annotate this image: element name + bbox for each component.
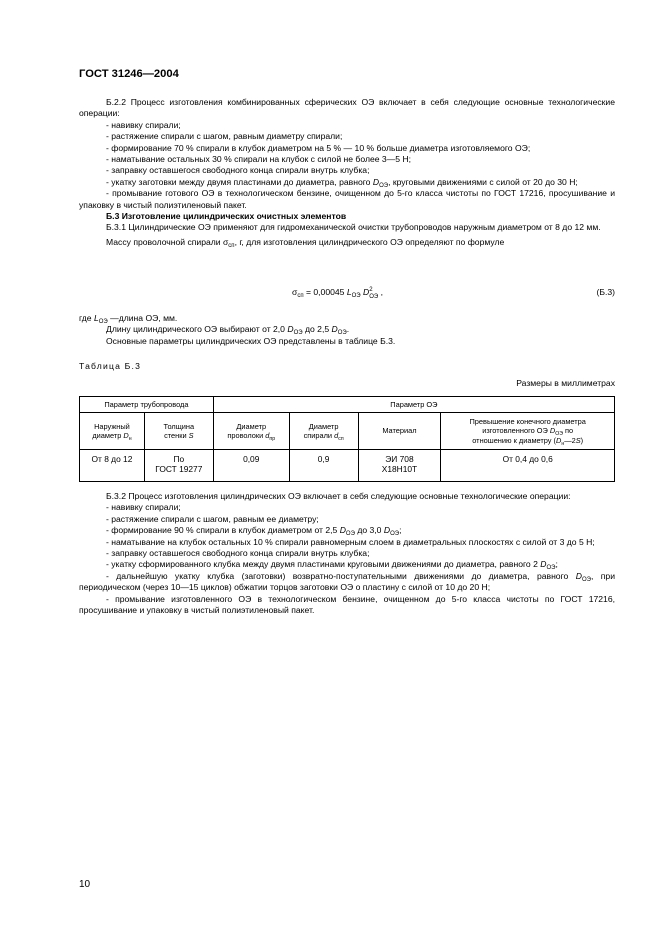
page-number: 10 xyxy=(79,879,91,890)
section-b3-after-formula xyxy=(79,313,615,347)
column-header-spiral-diameter: Диаметр спирали $d_{сп}$ xyxy=(289,413,358,450)
table-units: Размеры в миллиметрах xyxy=(516,378,615,388)
list-item: - заправку оставшегося свободного конца спирали внутрь клубка; xyxy=(106,165,370,176)
table-caption: Таблица Б.3 xyxy=(79,361,142,371)
section-b32 xyxy=(79,491,615,616)
table-cell: По ГОСТ 19277 xyxy=(144,450,213,482)
list-item: - промывание готового ОЭ в технологическом бензине, очищенном до 5-го класса чистоты по ГОСТ 17216, просушивание и упаковку в чистый полиэтиленовый пакет. xyxy=(79,188,615,210)
list-item: - дальнейшую укатку клубка (заготовки) возвратно-поступательными движениями до диаметра, равного $D_{ОЭ}$, при периодическом (через 10—15 циклов) обжатии торцов заготовки ОЭ о пластину с силой от 10 до 20 Н; xyxy=(79,570,615,593)
list-item: - укатку сформированного клубка между двумя пластинами круговыми движениями до диаметра, равного 2 $D_{ОЭ}$; xyxy=(106,559,558,572)
table-cell: От 0,4 до 0,6 xyxy=(441,450,615,482)
list-item: - навивку спирали; xyxy=(106,502,181,513)
table-cell: 0,9 xyxy=(289,450,358,482)
column-header-wall-thickness: Толщина стенки S xyxy=(144,413,213,450)
table-row xyxy=(80,450,615,482)
length-paragraph: Длину цилиндрического ОЭ выбирают от 2,0 $D_{ОЭ}$ до 2,5 $D_{ОЭ}$. xyxy=(106,324,350,337)
document-header: ГОСТ 31246—2004 xyxy=(79,68,179,80)
list-item: - растяжение спирали с шагом, равным диаметру спирали; xyxy=(106,131,343,142)
section-b32-intro: Б.3.2 Процесс изготовления цилиндрических ОЭ включает в себя следующие основные технологические операции: xyxy=(106,491,571,501)
formula-intro: Массу проволочной спирали $\sigma_{сп}$, г, для изготовления цилиндрического ОЭ определяют по формуле xyxy=(106,236,505,249)
formula-number: (Б.3) xyxy=(596,287,615,297)
section-b31-paragraph: Б.3.1 Цилиндрические ОЭ применяют для гидромеханической очистки трубопроводов наружным диаметром от 8 до 12 мм. xyxy=(106,222,601,233)
table-column-header-row xyxy=(80,413,615,450)
formula-b3 xyxy=(79,286,615,302)
list-item: - заправку оставшегося свободного конца спирали внутрь клубка; xyxy=(106,548,370,559)
list-item: - навивку спирали; xyxy=(106,119,181,130)
section-b22-intro: Б.2.2 Процесс изготовления комбинированных сферических ОЭ включает в себя следующие основные технологические операции: xyxy=(79,97,615,119)
list-item: - формирование 90 % спирали в клубок диаметром от 2,5 $D_{ОЭ}$ до 3,0 $D_{ОЭ}$; xyxy=(106,525,402,538)
list-item: - растяжение спирали с шагом, равным ее диаметру; xyxy=(106,513,319,524)
list-item: - формирование 70 % спирали в клубок диаметром на 5 % — 10 % больше диаметра изготовляемого ОЭ; xyxy=(106,142,531,153)
list-item: - наматывание на клубок остальных 10 % спирали равномерным слоем в диаметральных плоскостях с силой от 3 до 5 Н; xyxy=(106,536,595,547)
table-group-header-row xyxy=(80,397,615,413)
table-cell: От 8 до 12 xyxy=(80,450,145,482)
table-cell: 0,09 xyxy=(213,450,289,482)
table-b3 xyxy=(79,396,615,482)
section-b22 xyxy=(79,97,615,248)
column-header-wire-diameter: Диаметр проволоки $d_{пр}$ xyxy=(213,413,289,450)
list-item: - наматывание остальных 30 % спирали на клубок с силой не более 3—5 Н; xyxy=(106,154,412,165)
column-header-material: Материал xyxy=(358,413,441,450)
params-reference: Основные параметры цилиндрических ОЭ представлены в таблице Б.3. xyxy=(106,335,396,346)
list-item: - промывание изготовленного ОЭ в технологическом бензине, очищенном до 5-го класса чистоты по ГОСТ 17216, просушивание и упаковку в чистый полиэтиленовый пакет. xyxy=(79,593,615,616)
table-cell: ЭИ 708 Х18Н10Т xyxy=(358,450,441,482)
column-header-outer-diameter: Наружный диаметр $D_н$ xyxy=(80,413,145,450)
section-b3-heading: Б.3 Изготовление цилиндрических очистных элементов xyxy=(106,211,347,222)
formula-where: где $L_{ОЭ}$ —длина ОЭ, мм. xyxy=(79,313,178,325)
list-item: - укатку заготовки между двумя пластинами до диаметра, равного $D_{ОЭ}$, круговыми движениями с силой от 20 до 30 Н; xyxy=(106,176,578,189)
formula-expression: $\sigma_{сп} = 0,00045$ $L_{ОЭ}$ D 2 ОЭ , xyxy=(292,287,384,300)
group-header-pipeline: Параметр трубопровода xyxy=(80,397,214,413)
column-header-diameter-excess: Превышение конечного диаметра изготовленного ОЭ $D_{ОЭ}$ по отношению к диаметру $(D_н—2S)$ xyxy=(441,413,615,450)
group-header-element: Параметр ОЭ xyxy=(213,397,614,413)
